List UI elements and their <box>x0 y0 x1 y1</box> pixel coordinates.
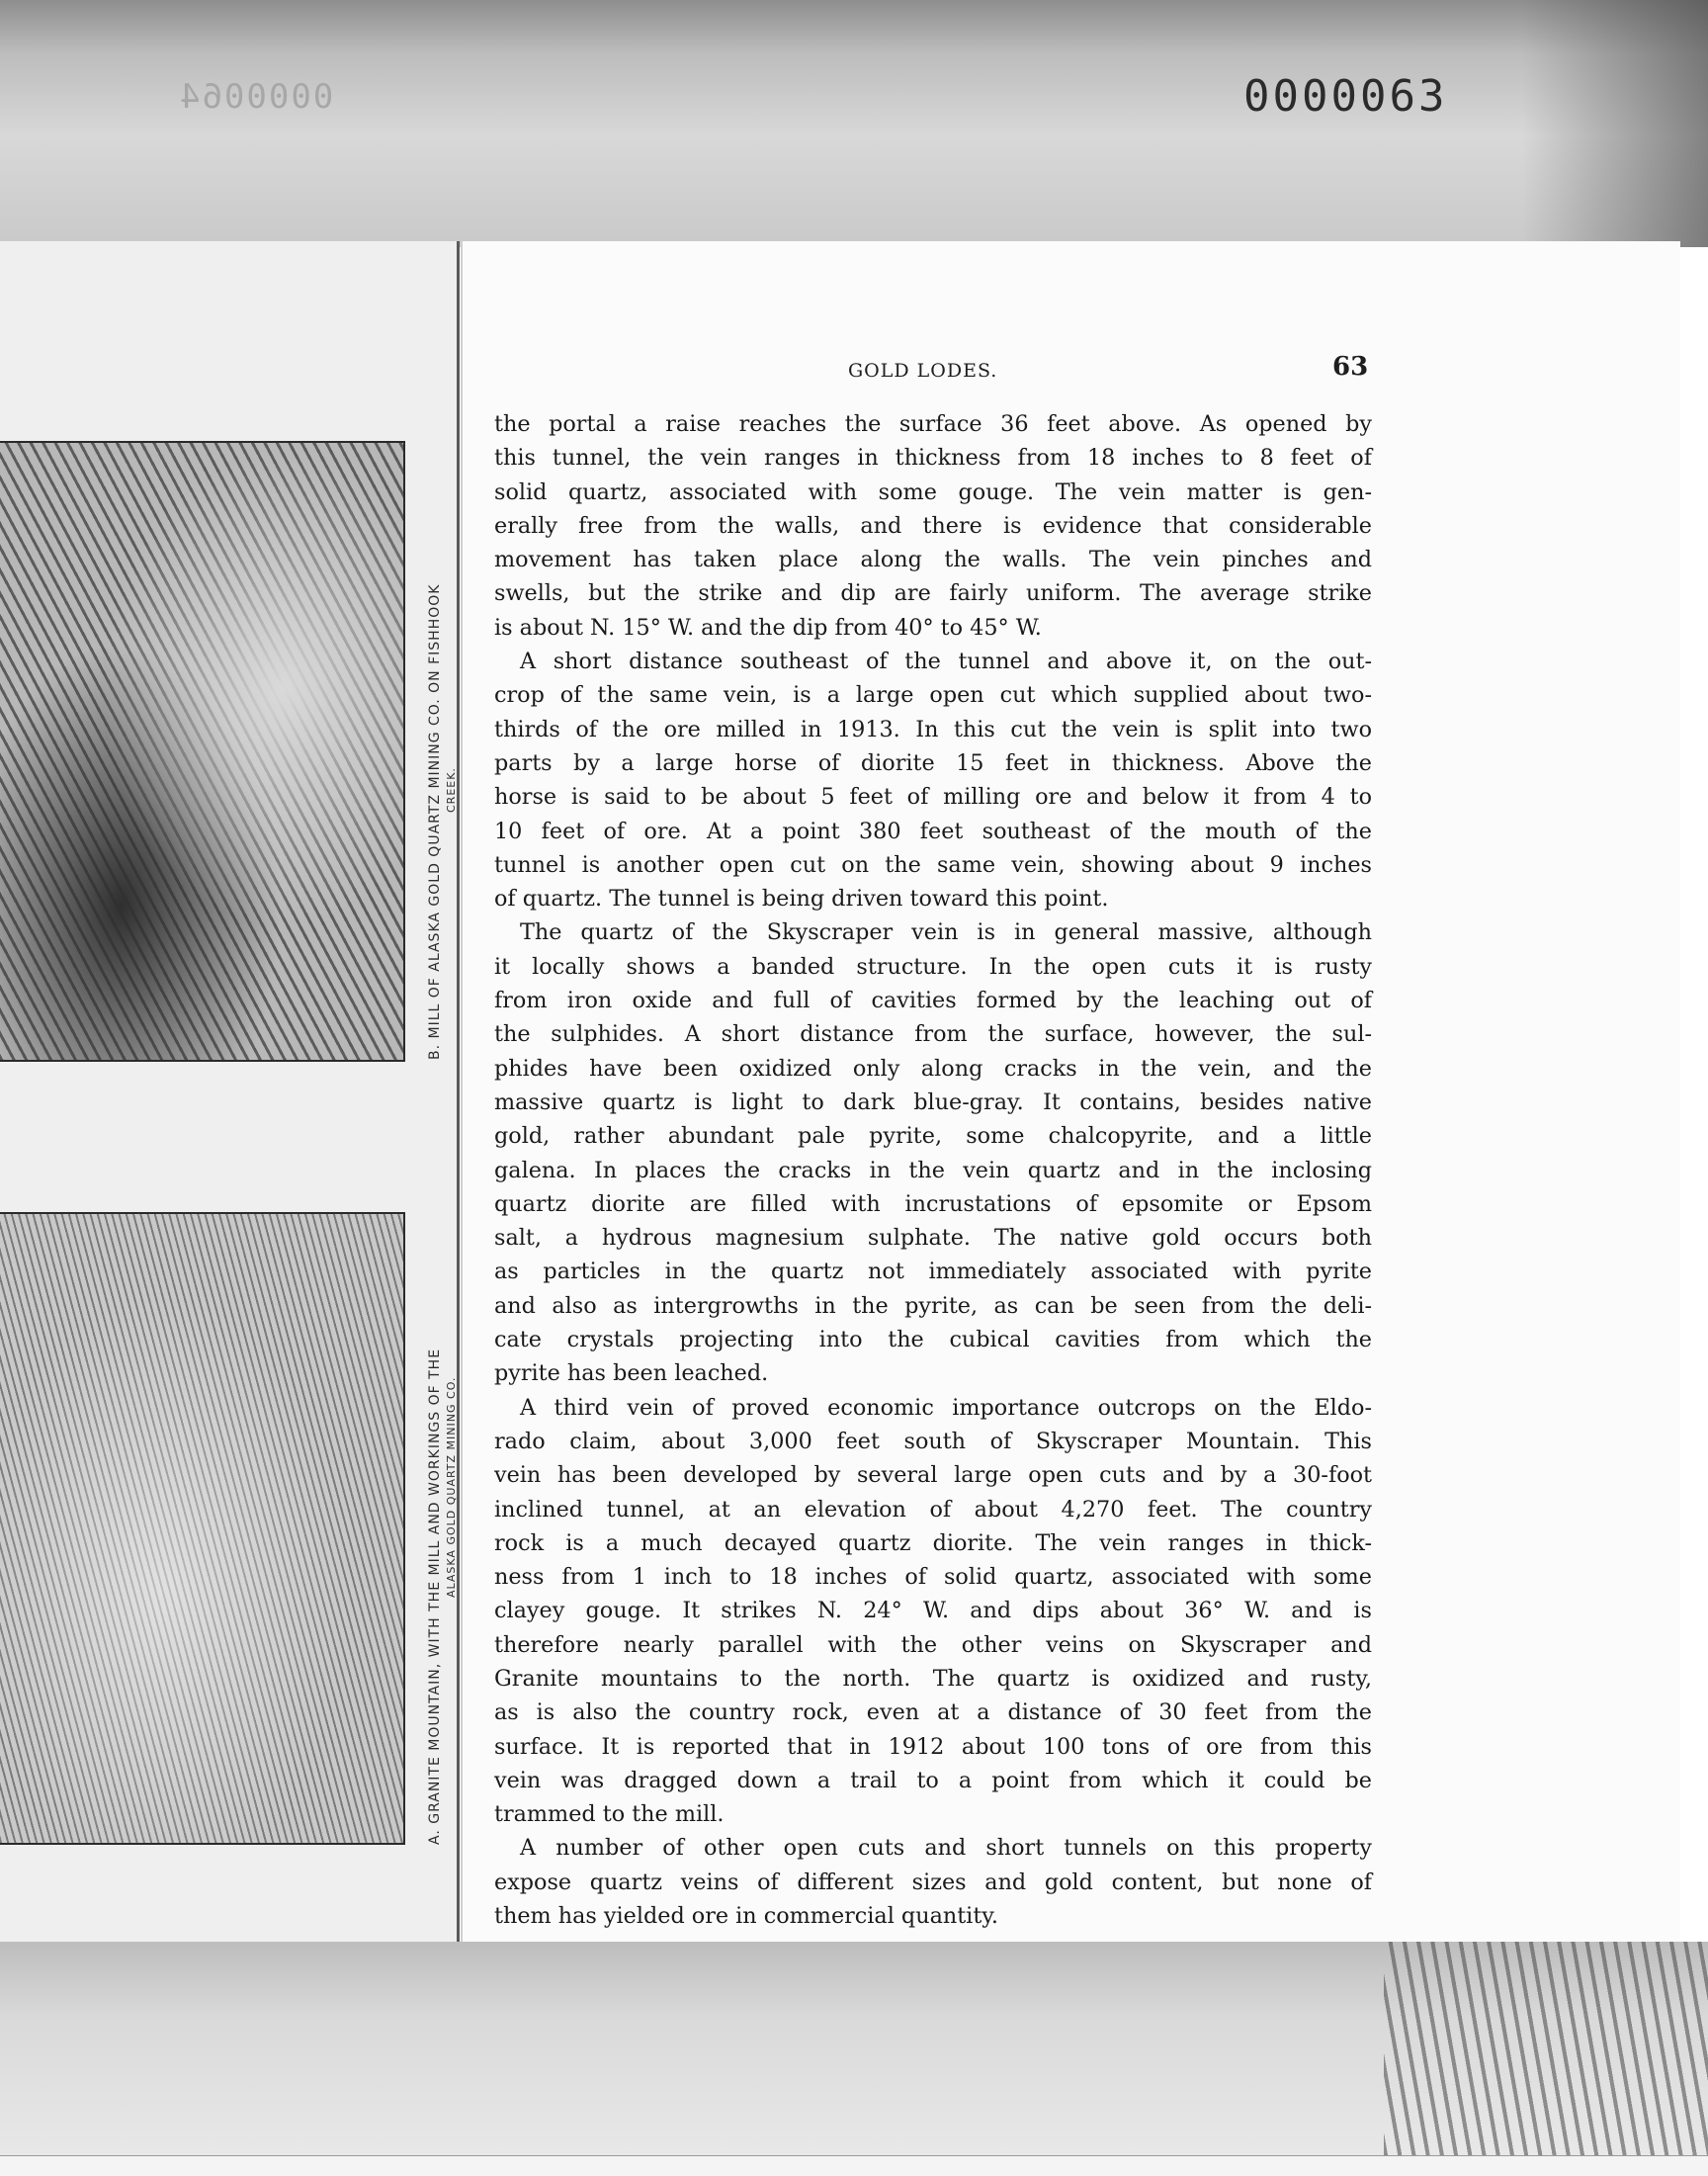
text-line: this tunnel, the vein ranges in thickness from 18 inches to 8 feet of <box>494 445 1372 472</box>
text-line: vein was dragged down a trail to a point from which it could be <box>494 1767 1372 1793</box>
text-line: quartz diorite are filled with incrustations of epsomite or Epsom <box>494 1190 1372 1217</box>
text-line: 10 feet of ore. At a point 380 feet southeast of the mouth of the <box>494 818 1372 844</box>
plate-caption-a-cont: ALASKA GOLD QUARTZ MINING CO. <box>445 1376 458 1598</box>
text-line: of quartz. The tunnel is being driven toward this point. <box>494 886 1109 913</box>
plate-caption-b <box>427 584 458 1060</box>
text-line: it locally shows a banded structure. In the open cuts it is rusty <box>494 953 1372 980</box>
scanner-bottom-edge <box>0 2155 1708 2176</box>
text-line: A third vein of proved economic importance outcrops on the Eldo- <box>520 1394 1372 1421</box>
text-line: movement has taken place along the walls. The vein pinches and <box>494 547 1372 573</box>
document-stamp-number: 0000063 <box>1243 71 1448 122</box>
text-line: horse is said to be about 5 feet of milling ore and below it from 4 to <box>494 784 1372 811</box>
plate-caption-b-cont: CREEK. <box>445 767 458 813</box>
text-line: inclined tunnel, at an elevation of about 4,270 feet. The country <box>494 1496 1372 1523</box>
text-line: them has yielded ore in commercial quantity. <box>494 1903 998 1930</box>
text-line: erally free from the walls, and there is evidence that considerable <box>494 512 1372 539</box>
text-page <box>461 241 1680 1942</box>
text-line: vein has been developed by several large open cuts and by a 30-foot <box>494 1462 1372 1489</box>
text-line: from iron oxide and full of cavities formed by the leaching out of <box>494 988 1372 1014</box>
bleed-through-stamp: 0000064 <box>178 77 334 117</box>
text-line: trammed to the mill. <box>494 1801 725 1828</box>
text-line: pyrite has been leached. <box>494 1360 769 1387</box>
text-line: A number of other open cuts and short tunnels on this property <box>520 1835 1372 1862</box>
text-line: rado claim, about 3,000 feet south of Skyscraper Mountain. This <box>494 1428 1372 1454</box>
text-line: salt, a hydrous magnesium sulphate. The native gold occurs both <box>494 1225 1372 1252</box>
page-number: 63 <box>1332 352 1369 382</box>
text-line: ness from 1 inch to 18 inches of solid quartz, associated with some <box>494 1564 1372 1591</box>
text-line: expose quartz veins of different sizes and gold content, but none of <box>494 1869 1372 1895</box>
text-line: Granite mountains to the north. The quartz is oxidized and rusty, <box>494 1665 1372 1692</box>
text-line: massive quartz is light to dark blue-gray. It contains, besides native <box>494 1088 1372 1115</box>
text-line: phides have been oxidized only along cracks in the vein, and the <box>494 1055 1372 1082</box>
text-line: thirds of the ore milled in 1913. In this cut the vein is split into two <box>494 716 1372 742</box>
photo-mill-fishhook-creek <box>0 441 405 1062</box>
text-line: cate crystals projecting into the cubical cavities from which the <box>494 1327 1372 1353</box>
text-line: the portal a raise reaches the surface 36 feet above. As opened by <box>494 411 1372 437</box>
text-line: the sulphides. A short distance from the surface, however, the sul- <box>494 1021 1372 1048</box>
photo-granite-mountain <box>0 1212 405 1845</box>
text-line: gold, rather abundant pale pyrite, some chalcopyrite, and a little <box>494 1123 1372 1150</box>
text-line: crop of the same vein, is a large open cut which supplied about two- <box>494 682 1372 709</box>
text-line: surface. It is reported that in 1912 about 100 tons of ore from this <box>494 1733 1372 1760</box>
text-line: rock is a much decayed quartz diorite. The vein ranges in thick- <box>494 1529 1372 1556</box>
scanner-bottom-band <box>0 1942 1708 2155</box>
running-head: GOLD LODES. <box>848 360 998 382</box>
text-line: clayey gouge. It strikes N. 24° W. and dips about 36° W. and is <box>494 1598 1372 1624</box>
text-line: as particles in the quartz not immediately associated with pyrite <box>494 1259 1372 1285</box>
text-line: The quartz of the Skyscraper vein is in general massive, although <box>520 919 1372 946</box>
text-line: and also as intergrowths in the pyrite, as can be seen from the deli- <box>494 1292 1372 1319</box>
text-line: is about N. 15° W. and the dip from 40° to 45° W. <box>494 614 1042 641</box>
text-line: galena. In places the cracks in the vein quartz and in the inclosing <box>494 1157 1372 1183</box>
text-line: parts by a large horse of diorite 15 feet in thickness. Above the <box>494 749 1372 776</box>
scanner-top-band <box>0 0 1708 247</box>
body-text <box>494 407 1372 1933</box>
plate-caption-b-text: B. MILL OF ALASKA GOLD QUARTZ MINING CO. ON FISHHOOK <box>427 583 443 1060</box>
text-line: as is also the country rock, even at a distance of 30 feet from the <box>494 1699 1372 1726</box>
text-line: tunnel is another open cut on the same vein, showing about 9 inches <box>494 851 1372 878</box>
text-line: A short distance southeast of the tunnel and above it, on the out- <box>520 649 1372 675</box>
facing-plate-page <box>0 241 460 1942</box>
plate-caption-a <box>427 1349 458 1845</box>
text-line: solid quartz, associated with some gouge. The vein matter is gen- <box>494 479 1372 505</box>
plate-caption-a-text: A. GRANITE MOUNTAIN, WITH THE MILL AND WORKINGS OF THE <box>427 1348 443 1845</box>
text-line: swells, but the strike and dip are fairly uniform. The average strike <box>494 580 1372 607</box>
text-line: therefore nearly parallel with the other veins on Skyscraper and <box>494 1631 1372 1658</box>
